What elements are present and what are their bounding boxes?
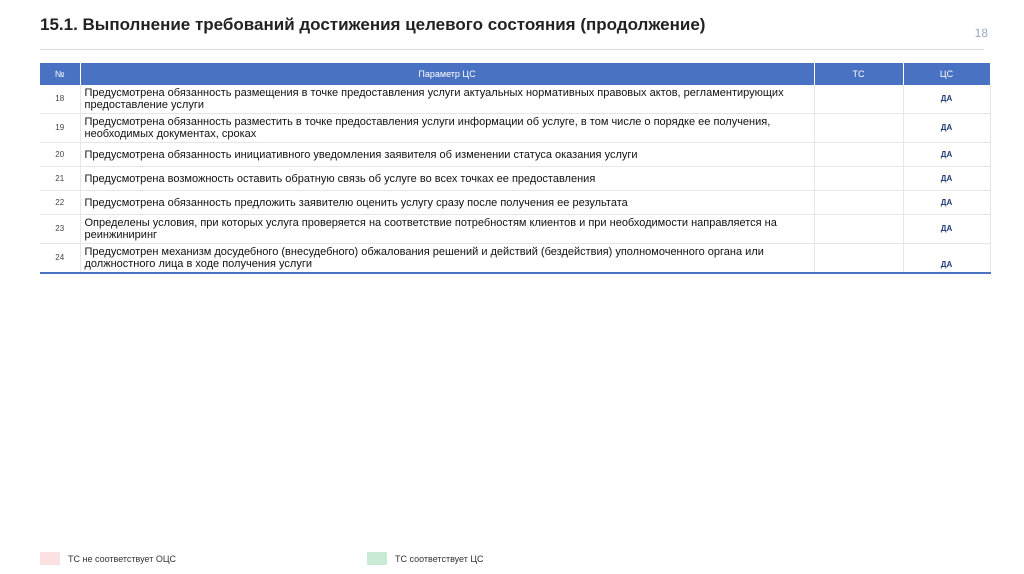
row-param: Определены условия, при которых услуга проверяется на соответствие потребностям клиентов и при необходимости направляется на реинжиниринг (80, 215, 814, 244)
row-ts (814, 244, 903, 274)
header-ts: ТС (814, 63, 903, 85)
row-cs: ДА (903, 143, 990, 167)
row-ts (814, 143, 903, 167)
row-param: Предусмотрена обязанность размещения в точке предоставления услуги актуальных нормативных правовых актов, регламентирующих предоставление услуги (80, 85, 814, 114)
row-ts (814, 114, 903, 143)
row-param: Предусмотрена обязанность разместить в точке предоставления услуги информации об услуге, в том числе о порядке ее получения, необходимых документах, сроках (80, 114, 814, 143)
page-number: 18 (974, 26, 988, 40)
title-divider (40, 49, 984, 50)
legend-swatch-green (367, 552, 387, 565)
legend-matching (367, 552, 484, 565)
row-num: 23 (40, 215, 80, 244)
table-row (40, 215, 990, 244)
row-cs: ДА (903, 215, 990, 244)
row-param: Предусмотрена обязанность инициативного уведомления заявителя об изменении статуса оказания услуги (80, 143, 814, 167)
row-cs: ДА (903, 191, 990, 215)
row-cs: ДА (903, 244, 990, 274)
row-num: 20 (40, 143, 80, 167)
page-title: 15.1. Выполнение требований достижения целевого состояния (продолжение) (40, 15, 706, 34)
row-param: Предусмотрена обязанность предложить заявителю оценить услугу сразу после получения ее результата (80, 191, 814, 215)
table-row (40, 114, 990, 143)
table-header-row (40, 63, 990, 85)
legend-label: ТС не соответствует ОЦС (68, 553, 177, 564)
legend-not-matching (40, 552, 176, 565)
table-row (40, 167, 990, 191)
header-param: Параметр ЦС (80, 63, 814, 85)
row-num: 22 (40, 191, 80, 215)
row-ts (814, 215, 903, 244)
table-row (40, 143, 990, 167)
legend-swatch-red (40, 552, 60, 565)
table-row (40, 85, 990, 114)
row-num: 18 (40, 85, 80, 114)
row-num: 24 (40, 244, 80, 274)
row-cs: ДА (903, 167, 990, 191)
table-row (40, 244, 990, 274)
row-param: Предусмотрен механизм досудебного (внесудебного) обжалования решений и действий (бездействия) уполномоченного органа или должностного лица в ходе получения услуги (80, 244, 814, 274)
row-ts (814, 167, 903, 191)
legend-label: ТС соответствует ЦС (395, 553, 484, 564)
header-num: № (40, 63, 80, 85)
row-param: Предусмотрена возможность оставить обратную связь об услуге во всех точках ее предоставления (80, 167, 814, 191)
row-ts (814, 85, 903, 114)
row-ts (814, 191, 903, 215)
row-cs: ДА (903, 114, 990, 143)
row-num: 21 (40, 167, 80, 191)
header-cs: ЦС (903, 63, 990, 85)
row-cs: ДА (903, 85, 990, 114)
row-num: 19 (40, 114, 80, 143)
table-row (40, 191, 990, 215)
parameters-table (40, 63, 991, 274)
